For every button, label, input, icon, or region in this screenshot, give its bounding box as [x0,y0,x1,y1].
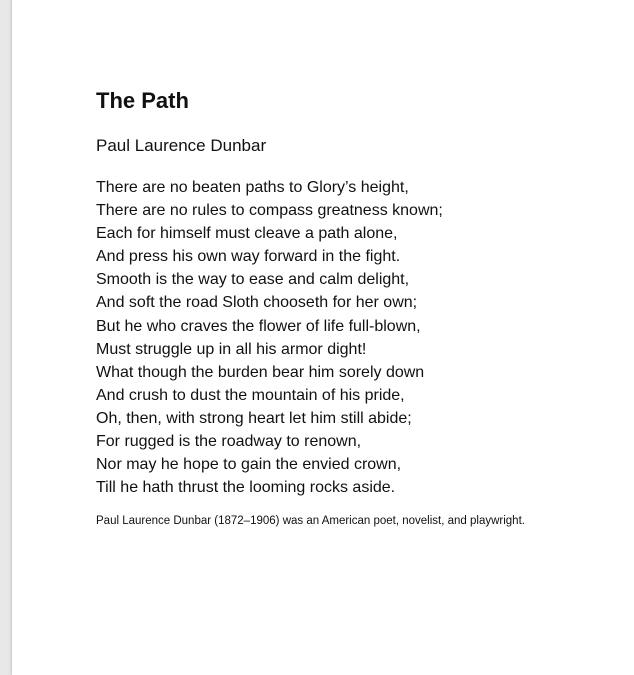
poem-line: Each for himself must cleave a path alone, [96,225,398,243]
poem-line: Smooth is the way to ease and calm delight, [96,271,410,289]
document-page [12,0,634,675]
poem-line: Till he hath thrust the looming rocks aside. [96,479,396,497]
author-footnote: Paul Laurence Dunbar (1872–1906) was an American poet, novelist, and playwright. [96,515,525,528]
poem-line: There are no beaten paths to Glory’s height, [96,179,409,196]
poem-line: There are no rules to compass greatness known; [96,202,443,220]
poem-line: And soft the road Sloth chooseth for her own; [96,294,418,312]
poem-line: But he who craves the flower of life full-blown, [96,317,421,335]
poem-line: What though the burden bear him sorely down [96,363,425,381]
document-content [96,86,616,529]
poem-line: Oh, then, with strong heart let him still abide; [96,409,412,427]
poem-line: And crush to dust the mountain of his pride, [96,386,405,404]
poem-author: Paul Laurence Dunbar [96,136,267,155]
poem-title: The Path [96,88,189,113]
poem-line: Nor may he hope to gain the envied crown, [96,456,402,474]
poem-body [96,176,616,499]
poem-line: Must struggle up in all his armor dight! [96,340,367,358]
poem-line: And press his own way forward in the fight. [96,248,401,266]
poem-line: For rugged is the roadway to renown, [96,433,362,451]
